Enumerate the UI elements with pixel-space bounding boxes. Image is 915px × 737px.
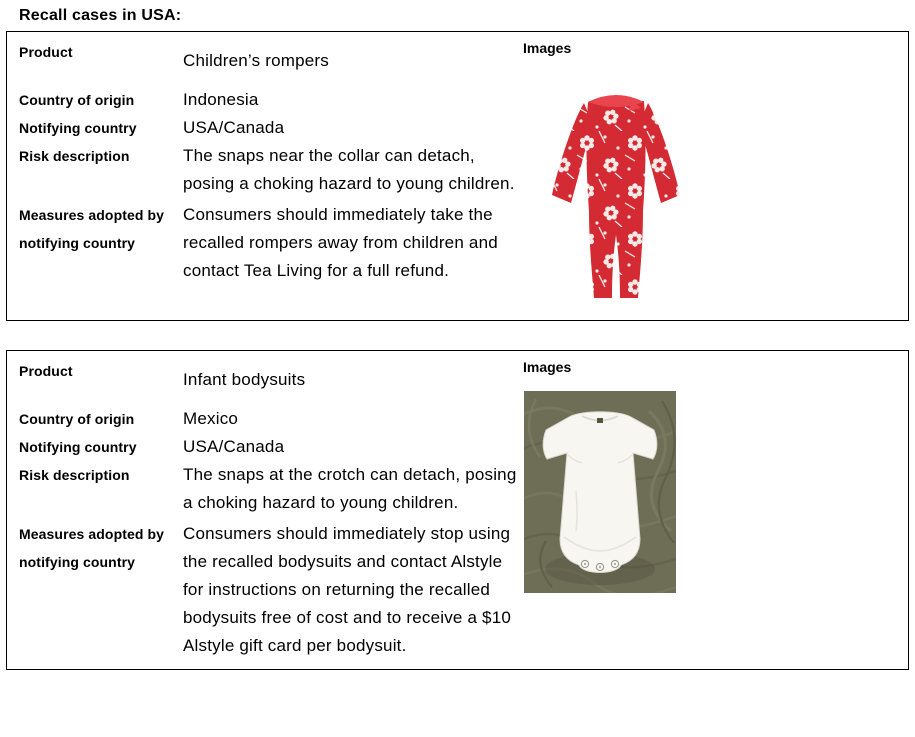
field-label: Measures adopted by notifying country [19, 526, 165, 570]
field-row-notifying-country [19, 433, 520, 461]
images-column [520, 357, 908, 660]
field-value: Mexico [183, 409, 239, 428]
field-row-country-of-origin [19, 86, 520, 114]
field-value: The snaps near the collar can detach, posing a choking hazard to young children. [183, 146, 515, 193]
field-row-country-of-origin [19, 405, 520, 433]
field-value: Infant bodysuits [183, 370, 306, 389]
images-header: Images [523, 359, 572, 375]
field-value: Children’s rompers [183, 51, 329, 70]
field-value: The snaps at the crotch can detach, posing a choking hazard to young children. [183, 465, 517, 512]
fields-column [19, 357, 520, 660]
field-row-notifying-country [19, 114, 520, 142]
field-row-measures [19, 520, 520, 660]
field-label: Country of origin [19, 92, 135, 108]
romper-image [527, 83, 908, 311]
field-label: Product [19, 363, 73, 379]
field-label: Measures adopted by notifying country [19, 207, 165, 251]
white-infant-bodysuit-photo-illustration [524, 391, 676, 593]
field-label: Country of origin [19, 411, 135, 427]
field-value: Indonesia [183, 90, 259, 109]
recall-case-rompers [6, 31, 909, 321]
images-header: Images [523, 40, 572, 56]
field-label: Risk description [19, 467, 130, 483]
images-column [520, 38, 908, 311]
field-label: Notifying country [19, 439, 137, 455]
field-row-product [19, 357, 520, 394]
page-title: Recall cases in USA: [19, 7, 182, 24]
field-label: Product [19, 44, 73, 60]
field-row-measures [19, 201, 520, 285]
field-row-product [19, 38, 520, 75]
field-row-risk-description [19, 142, 520, 198]
field-value: USA/Canada [183, 437, 285, 456]
recall-case-bodysuits [6, 350, 909, 670]
fields-column [19, 38, 520, 311]
field-value: Consumers should immediately take the recalled rompers away from children and contact Tea Living for a full refund. [183, 205, 498, 280]
field-value: USA/Canada [183, 118, 285, 137]
red-floral-romper-illustration [527, 83, 705, 311]
field-label: Notifying country [19, 120, 137, 136]
bodysuit-image [524, 391, 908, 593]
field-value: Consumers should immediately stop using the recalled bodysuits and contact Alstyle for instructions on returning the recalled bodysuits free of cost and to receive a $10 Alstyle gift card per bodysuit. [183, 524, 512, 655]
field-row-risk-description [19, 461, 520, 517]
field-label: Risk description [19, 148, 130, 164]
